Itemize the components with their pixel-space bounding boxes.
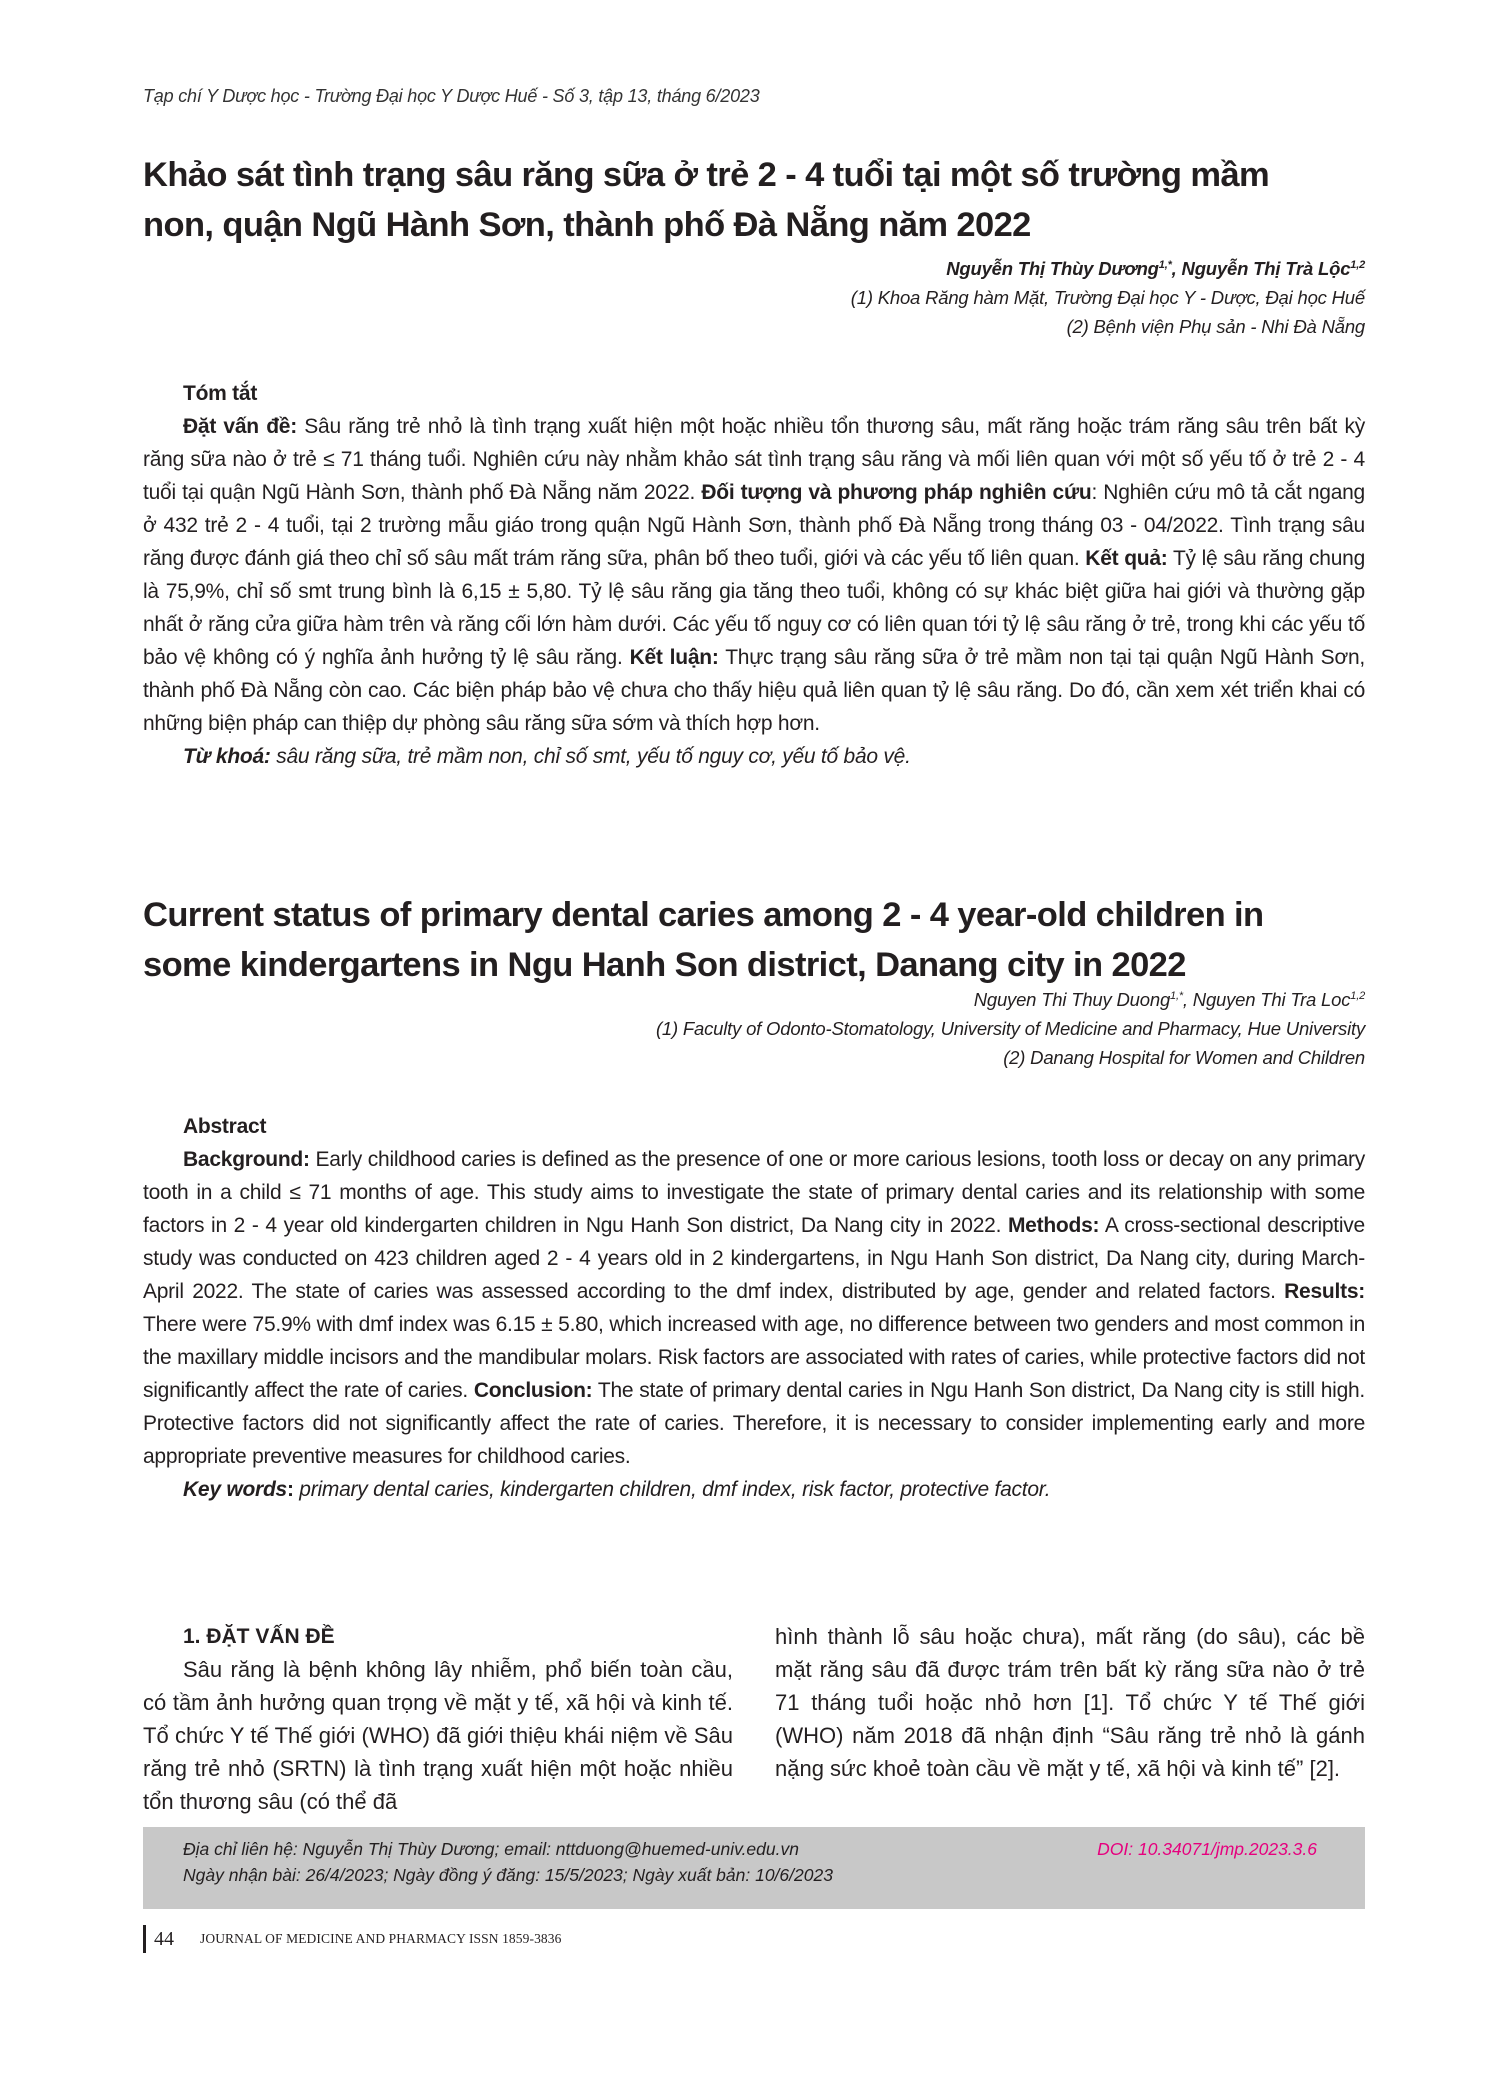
abstract-vietnamese — [143, 377, 1365, 773]
affiliation-1: (1) Khoa Răng hàm Mặt, Trường Đại học Y - Dược, Đại học Huế — [850, 287, 1365, 308]
conclusion-text: Thực trạng sâu răng sữa ở trẻ mầm non tại tại quận Ngũ Hành Sơn, thành phố Đà Nẵng còn cao. Các biện pháp bảo vệ chưa cho thấy hiệu quả liên quan tỷ lệ sâu răng. Do đó, cần xem xét triển khai có những biện pháp can thiệp dự phòng sâu răng sữa sớm và thích hợp hơn. — [143, 646, 1365, 735]
keywords-colon: : — [286, 1478, 300, 1501]
results-text: There were 75.9% with dmf index was 6.15 ± 5.80, which increased with age, no difference between two genders and most common in the maxillary middle incisors and the mandibular molars. Risk factors are associated with rates of caries, while protective factors did not significantly affect the rate of caries. — [143, 1313, 1365, 1402]
background-label: Đặt vấn đề: — [183, 415, 297, 438]
title-english — [143, 890, 1365, 990]
title-vi-line1: Khảo sát tình trạng sâu răng sữa ở trẻ 2 - 4 tuổi tại một số trường mầm — [143, 156, 1270, 194]
background-text: Sâu răng trẻ nhỏ là tình trạng xuất hiện một hoặc nhiều tổn thương sâu, mất răng hoặc trám răng sâu trên bất kỳ răng sữa nào ở trẻ ≤ 71 tháng tuổi. Nghiên cứu này nhằm khảo sát tình trạng sâu răng và mối liên quan với một số yếu tố ở trẻ 2 - 4 tuổi tại quận Ngũ Hành Sơn, thành phố Đà Nẵng năm 2022. — [143, 415, 1365, 504]
author-2: Nguyen Thi Tra Loc — [1192, 989, 1351, 1010]
results-text: Tỷ lệ sâu răng chung là 75,9%, chỉ số smt trung bình là 6,15 ± 5,80. Tỷ lệ sâu răng gia tăng theo tuổi, không có sự khác biệt giữa hai giới và thường gặp nhất ở răng cửa giữa hàm trên và răng cối lớn hàm dưới. Các yếu tố nguy cơ có liên quan tới tỷ lệ sâu răng ở trẻ, trong khi các yếu tố bảo vệ không có ý nghĩa ảnh hưởng tỷ lệ sâu răng. — [143, 547, 1366, 669]
keywords-text: primary dental caries, kindergarten children, dmf index, risk factor, protective factor. — [299, 1478, 1051, 1501]
authors-english — [656, 985, 1365, 1072]
affiliation-2: (2) Bệnh viện Phụ sản - Nhi Đà Nẵng — [1066, 316, 1365, 337]
results-label: Kết quả: — [1085, 547, 1168, 570]
author-1: Nguyễn Thị Thùy Dương — [946, 258, 1159, 279]
affiliation-1: (1) Faculty of Odonto-Stomatology, University of Medicine and Pharmacy, Hue University — [655, 1018, 1365, 1039]
conclusion-text: The state of primary dental caries in Ngu Hanh Son district, Da Nang city is still high. Protective factors did not significantly affect the rate of caries. Therefore, it is necessary to consider implementing early and more appropriate preventive measures for childhood caries. — [143, 1379, 1366, 1468]
doi-link[interactable]: DOI: 10.34071/jmp.2023.3.6 — [1097, 1839, 1317, 1859]
authors-vietnamese — [851, 254, 1365, 341]
author-1-affiliation-mark: 1,* — [1158, 259, 1172, 271]
abstract-body — [143, 1143, 1365, 1473]
abstract-english — [143, 1110, 1365, 1506]
title-vi-line2: non, quận Ngũ Hành Sơn, thành phố Đà Nẵng năm 2022 — [143, 206, 1031, 244]
author-separator: , — [1171, 258, 1182, 279]
keywords — [143, 740, 1365, 773]
journal-name: JOURNAL OF MEDICINE AND PHARMACY ISSN 1859-3836 — [200, 1931, 562, 1946]
keywords-label: Từ khoá: — [183, 745, 271, 768]
title-vietnamese — [143, 150, 1365, 250]
author-separator: , — [1182, 989, 1193, 1010]
author-names — [656, 985, 1365, 1014]
abstract-heading: Tóm tắt — [183, 382, 258, 405]
title-en-line2: some kindergartens in Ngu Hanh Son district, Danang city in 2022 — [143, 946, 1186, 984]
methods-text: : Nghiên cứu mô tả cắt ngang ở 432 trẻ 2 - 4 tuổi, tại 2 trường mẫu giáo trong quận Ngũ Hành Sơn, thành phố Đà Nẵng trong tháng 03 - 04/2022. Tình trạng sâu răng được đánh giá theo chỉ số sâu mất trám răng sữa, phân bố theo tuổi, giới và các yếu tố liên quan. — [143, 481, 1365, 570]
footer-divider — [143, 1925, 146, 1953]
contact-address: Địa chỉ liên hệ: Nguyễn Thị Thùy Dương; email: nttduong@huemed-univ.edu.vn — [183, 1839, 799, 1859]
title-en-line1: Current status of primary dental caries among 2 - 4 year-old children in — [143, 896, 1264, 934]
contact-info-box — [143, 1827, 1365, 1909]
methods-label: Đối tượng và phương pháp nghiên cứu — [701, 481, 1092, 504]
keywords-label: Key words — [183, 1478, 287, 1501]
column-right — [775, 1620, 1365, 1818]
author-1-affiliation-mark: 1,* — [1170, 990, 1183, 1002]
methods-text: A cross-sectional descriptive study was conducted on 423 children aged 2 - 4 years old in 2 kindergartens, in Ngu Hanh Son district, Da Nang city, during March-April 2022. The state of caries was assessed according to the dmf index, distributed by age, gender and related factors. — [143, 1214, 1365, 1303]
keywords — [143, 1473, 1365, 1506]
author-names — [851, 254, 1365, 283]
affiliation-2: (2) Danang Hospital for Women and Children — [1003, 1047, 1365, 1068]
journal-running-header: Tạp chí Y Dược học - Trường Đại học Y Dược Huế - Số 3, tập 13, tháng 6/2023 — [143, 86, 760, 106]
section-paragraph: Sâu răng là bệnh không lây nhiễm, phổ biến toàn cầu, có tầm ảnh hưởng quan trọng về mặt y tế, xã hội và kinh tế. Tổ chức Y tế Thế giới (WHO) đã giới thiệu khái niệm về Sâu răng trẻ nhỏ (SRTN) là tình trạng xuất hiện một hoặc nhiều tổn thương sâu (có thể đã — [143, 1657, 733, 1814]
abstract-body — [143, 410, 1365, 740]
abstract-heading: Abstract — [183, 1115, 267, 1138]
author-1: Nguyen Thi Thuy Duong — [973, 989, 1171, 1010]
conclusion-label: Conclusion: — [473, 1379, 593, 1402]
background-label: Background: — [183, 1148, 310, 1171]
methods-label: Methods: — [1007, 1214, 1100, 1237]
page-footer — [143, 1925, 561, 1953]
author-2: Nguyễn Thị Trà Lộc — [1181, 258, 1351, 279]
conclusion-label: Kết luận: — [629, 646, 719, 669]
keywords-text: sâu răng sữa, trẻ mầm non, chỉ số smt, yếu tố nguy cơ, yếu tố bảo vệ. — [270, 745, 911, 768]
section-heading: 1. ĐẶT VẤN ĐỀ — [183, 1625, 335, 1648]
article-dates: Ngày nhận bài: 26/4/2023; Ngày đồng ý đăng: 15/5/2023; Ngày xuất bản: 10/6/2023 — [183, 1865, 833, 1885]
section-paragraph-continued: hình thành lỗ sâu hoặc chưa), mất răng (do sâu), các bề mặt răng sâu đã được trám trên bất kỳ răng sữa nào ở trẻ 71 tháng tuổi hoặc nhỏ hơn [1]. Tổ chức Y tế Thế giới (WHO) năm 2018 đã nhận định “Sâu răng trẻ nhỏ là gánh nặng sức khoẻ toàn cầu về mặt y tế, xã hội và kinh tế” [2]. — [775, 1624, 1365, 1781]
section-introduction — [143, 1620, 1365, 1818]
page-number: 44 — [154, 1927, 174, 1950]
results-label: Results: — [1284, 1280, 1365, 1303]
column-left — [143, 1620, 733, 1818]
author-2-affiliation-mark: 1,2 — [1350, 259, 1365, 271]
background-text: Early childhood caries is defined as the presence of one or more carious lesions, tooth loss or decay on any primary tooth in a child ≤ 71 months of age. This study aims to investigate the state of primary dental caries and its relationship with some factors in 2 - 4 year old kindergarten children in Ngu Hanh Son district, Da Nang city in 2022. — [143, 1148, 1365, 1237]
author-2-affiliation-mark: 1,2 — [1350, 990, 1365, 1002]
